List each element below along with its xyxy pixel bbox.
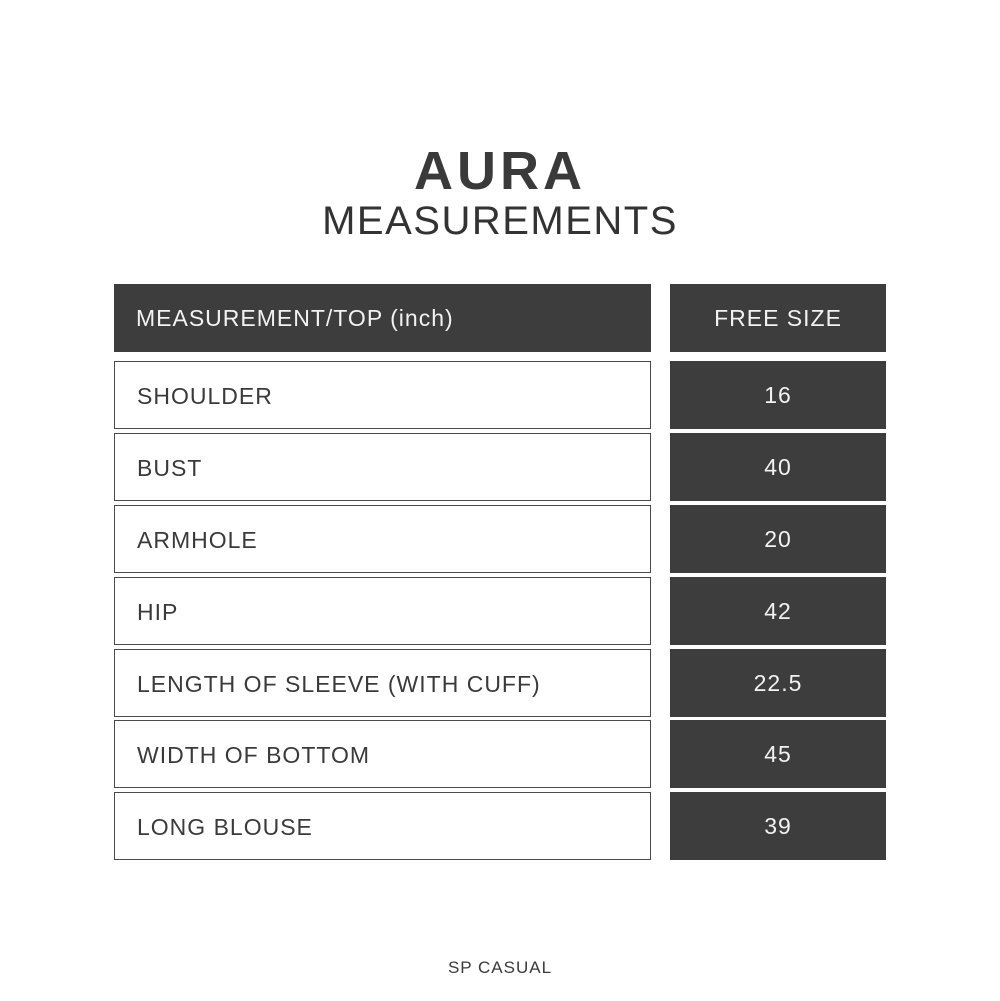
table-row [114,792,886,860]
measurement-value: 22.5 [670,649,886,717]
measurement-label: HIP [114,577,651,645]
page-subtitle: MEASUREMENTS [322,199,678,243]
table-row [114,720,886,788]
table-row [114,433,886,501]
measurement-label: ARMHOLE [114,505,651,573]
product-title: AURA [414,141,586,201]
table-row [114,505,886,573]
measurement-value: 45 [670,720,886,788]
table-row [114,361,886,429]
table-header-row [114,284,886,352]
table-row [114,577,886,645]
header-measurement-label: MEASUREMENT/TOP (inch) [114,284,651,352]
measurement-label: SHOULDER [114,361,651,429]
header-size-label: FREE SIZE [670,284,886,352]
brand-name: SP CASUAL [447,958,553,977]
measurement-label: LONG BLOUSE [114,792,651,860]
table-row [114,649,886,717]
measurement-label: LENGTH OF SLEEVE (WITH CUFF) [114,649,651,717]
measurement-value: 42 [670,577,886,645]
measurement-value: 16 [670,361,886,429]
measurement-value: 39 [670,792,886,860]
measurement-label: BUST [114,433,651,501]
measurement-value: 20 [670,505,886,573]
measurement-value: 40 [670,433,886,501]
measurement-label: WIDTH OF BOTTOM [114,720,651,788]
